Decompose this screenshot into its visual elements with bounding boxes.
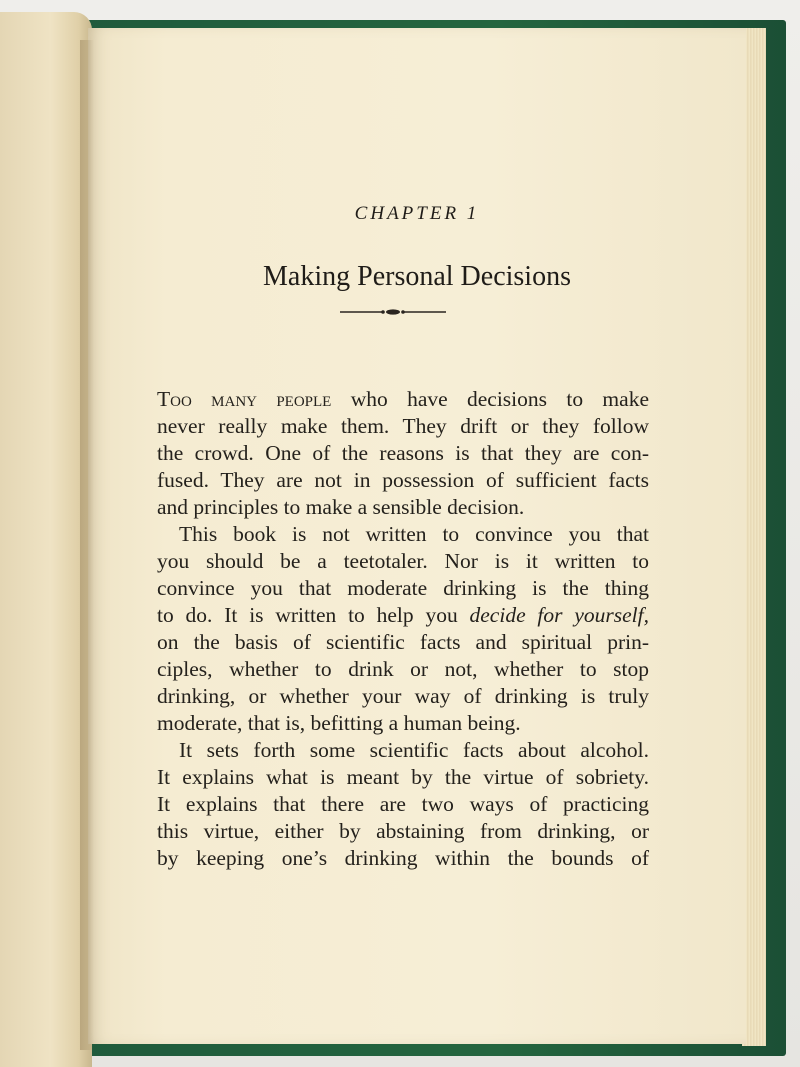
text-line: this virtue, either by abstaining from drinking, or <box>157 819 649 843</box>
ornament-divider-icon <box>338 306 448 318</box>
text-line: It explains what is meant by the virtue of sobriety. <box>157 765 649 789</box>
text-span: to do. It is written to help you <box>157 603 470 627</box>
text-line: It sets forth some scientific facts about alcohol. <box>179 738 649 762</box>
text-line <box>157 602 649 629</box>
text-line: It explains that there are two ways of practicing <box>157 792 649 816</box>
text-span: who have decisions to make <box>331 387 649 411</box>
emphasis-text: decide for yourself, <box>469 603 649 627</box>
text-line <box>157 386 649 413</box>
left-page <box>0 12 92 1067</box>
text-line: moderate, that is, befitting a human being. <box>157 711 521 735</box>
text-line: the crowd. One of the reasons is that they are con- <box>157 441 649 465</box>
text-line: you should be a teetotaler. Nor is it written to <box>157 549 649 573</box>
text-line: ciples, whether to drink or not, whether to stop <box>157 657 649 681</box>
body-text <box>157 386 649 872</box>
text-line: convince you that moderate drinking is the thing <box>157 576 649 600</box>
text-line: on the basis of scientific facts and spiritual prin- <box>157 630 649 654</box>
text-line: and principles to make a sensible decision. <box>157 495 525 519</box>
lead-small-caps: Too many people <box>157 387 332 411</box>
gutter-shadow <box>80 40 94 1050</box>
text-line: This book is not written to convince you that <box>179 522 649 546</box>
text-line: fused. They are not in possession of sufficient facts <box>157 468 649 492</box>
text-line: drinking, or whether your way of drinking is truly <box>157 684 649 708</box>
chapter-label: CHAPTER 1 <box>354 203 480 224</box>
chapter-title: Making Personal Decisions <box>263 261 571 292</box>
text-line: by keeping one’s drinking within the bounds of <box>157 846 649 870</box>
text-line: never really make them. They drift or they follow <box>157 414 649 438</box>
